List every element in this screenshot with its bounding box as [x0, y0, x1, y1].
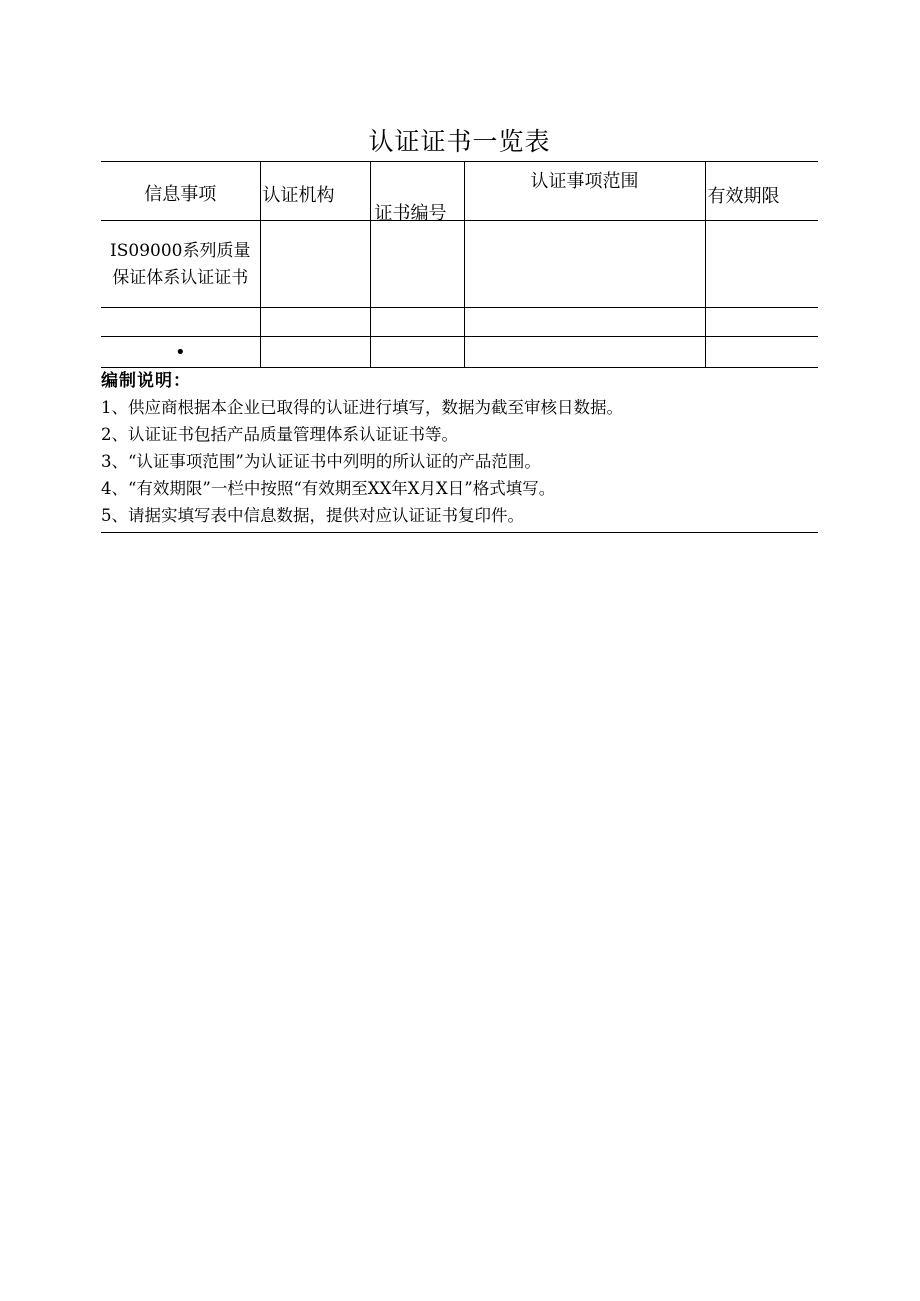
header-certificate-number: 证书编号 [370, 162, 464, 221]
cell-certification-body[interactable] [260, 308, 370, 337]
cell-validity-period[interactable] [705, 337, 818, 368]
header-certification-scope: 认证事项范围 [464, 162, 705, 221]
cell-certificate-number[interactable] [370, 221, 464, 308]
cell-certification-scope[interactable] [464, 308, 705, 337]
header-info-item: 信息事项 [101, 162, 260, 221]
table-row [101, 337, 818, 368]
cell-info-item[interactable] [101, 308, 260, 337]
table-header-row [101, 162, 818, 221]
cell-certification-scope[interactable] [464, 221, 705, 308]
header-validity-period: 有效期限 [705, 162, 818, 221]
document-title: 认证证书一览表 [368, 127, 551, 156]
cell-certification-body[interactable] [260, 337, 370, 368]
cell-validity-period[interactable] [705, 221, 818, 308]
header-certification-body: 认证机构 [260, 162, 370, 221]
table-row [101, 221, 818, 308]
certificate-table [101, 161, 818, 368]
cell-certification-scope[interactable] [464, 337, 705, 368]
cell-certificate-number[interactable] [370, 308, 464, 337]
compilation-notes [101, 368, 818, 533]
table-row [101, 308, 818, 337]
note-item: 3、“认证事项范围”为认证证书中列明的所认证的产品范围。 [101, 452, 541, 471]
cell-certification-body[interactable] [260, 221, 370, 308]
cell-certificate-number[interactable] [370, 337, 464, 368]
note-item: 4、“有效期限”一栏中按照“有效期至XX年X月X日”格式填写。 [101, 479, 556, 498]
cell-info-item: IS09000系列质量保证体系认证证书 [101, 221, 260, 308]
cell-info-item-bullet[interactable]: • [101, 337, 260, 368]
cell-validity-period[interactable] [705, 308, 818, 337]
note-item: 1、供应商根据本企业已取得的认证进行填写，数据为截至审核日数据。 [101, 398, 623, 417]
notes-title: 编制说明： [101, 371, 191, 391]
note-item: 2、认证证书包括产品质量管理体系认证证书等。 [101, 425, 458, 444]
note-item: 5、请据实填写表中信息数据，提供对应认证证书复印件。 [101, 506, 524, 525]
